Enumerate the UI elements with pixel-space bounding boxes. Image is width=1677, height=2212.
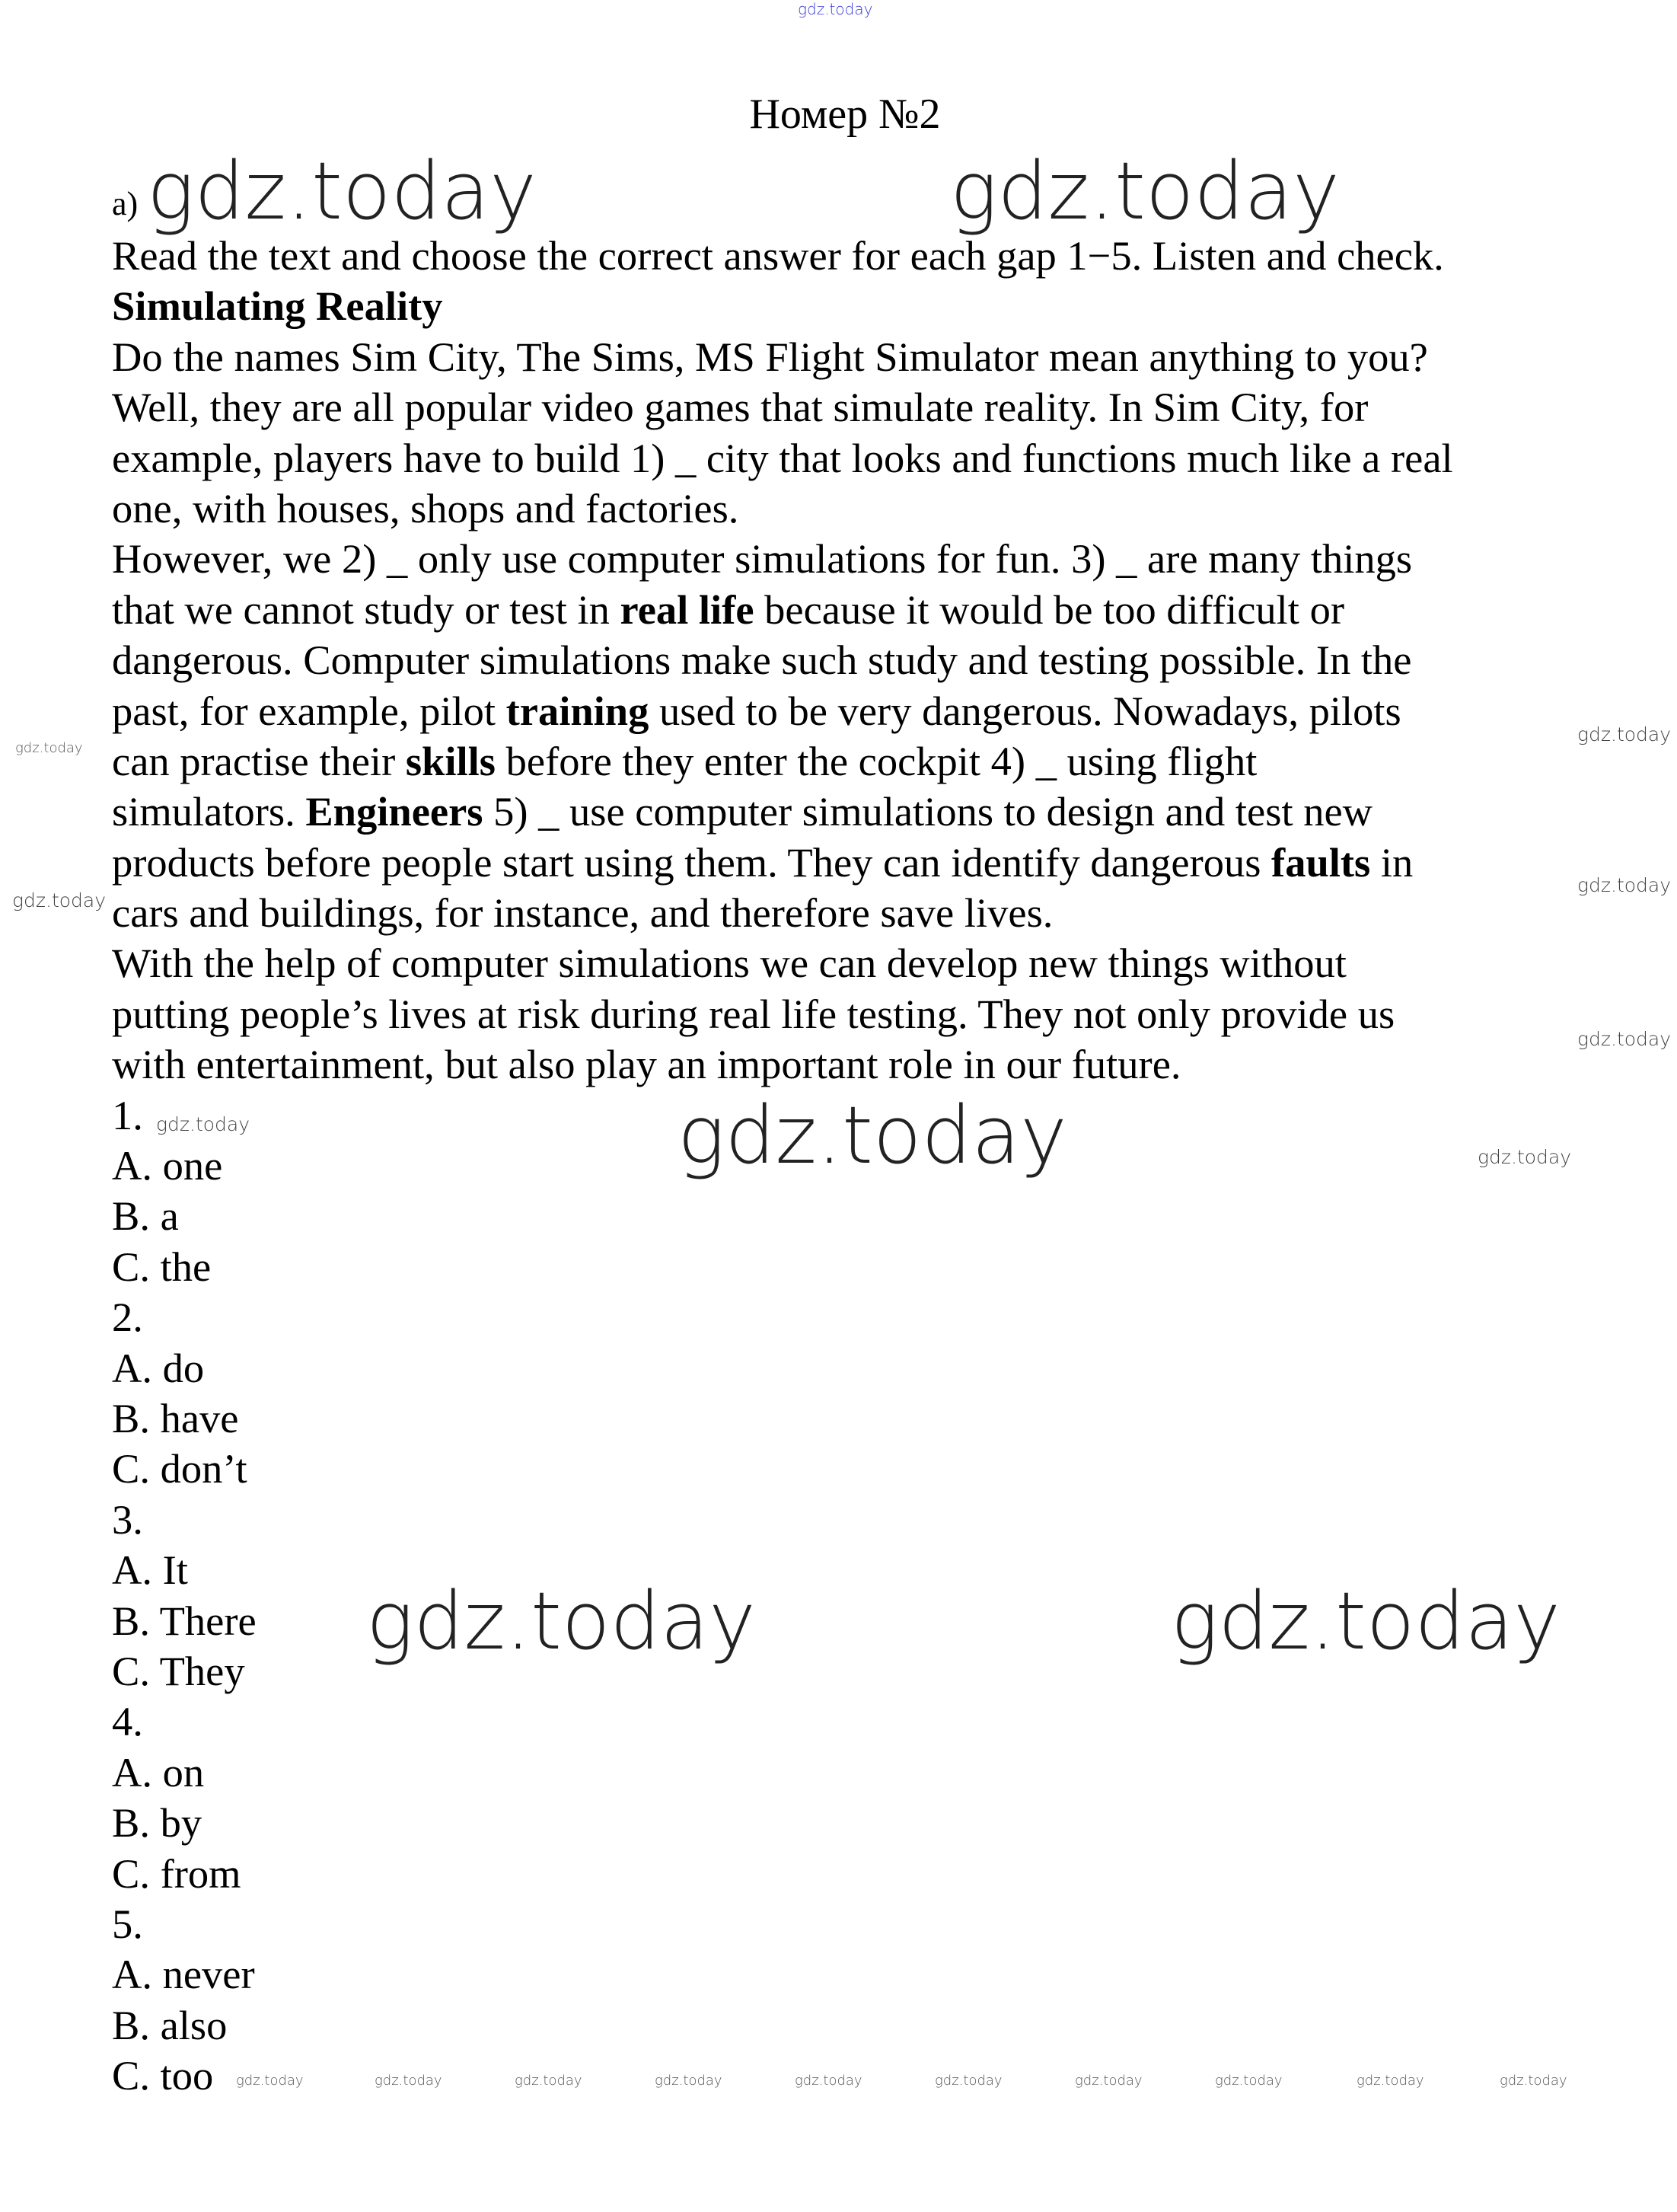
text-segment: A. do: [112, 1344, 205, 1391]
text-line: [112, 1949, 255, 2000]
text-line: [112, 1697, 143, 1747]
exercise-text: [112, 231, 1453, 2101]
watermark: gdz.today: [655, 2073, 722, 2089]
text-line: [112, 433, 1453, 484]
text-line: [112, 332, 1428, 382]
text-segment: Do the names Sim City, The Sims, MS Flight Simulator mean anything to you?: [112, 333, 1428, 380]
text-segment: used to be very dangerous. Nowadays, pilots: [649, 687, 1401, 734]
text-line: [112, 1646, 245, 1697]
text-line: [112, 1545, 188, 1595]
bold-term: skills: [405, 737, 496, 784]
text-line: [112, 2000, 227, 2051]
text-line: [112, 635, 1411, 685]
text-line: [112, 231, 1444, 281]
text-line: [112, 1141, 222, 1191]
watermark: gdz.today: [795, 2073, 862, 2089]
text-line: [112, 1798, 202, 1848]
text-segment: simulators.: [112, 788, 306, 835]
watermark: gdz.today: [1075, 2073, 1143, 2089]
watermark: gdz.today: [515, 2073, 582, 2089]
text-segment: B. a: [112, 1192, 179, 1240]
text-line: [112, 1393, 238, 1444]
watermark: gdz.today: [1577, 723, 1672, 745]
text-segment: A. on: [112, 1748, 205, 1795]
text-segment: A. one: [112, 1142, 223, 1189]
bold-term: Simulating Reality: [112, 282, 443, 330]
text-line: [112, 1090, 143, 1141]
text-segment: C. They: [112, 1647, 245, 1694]
page-title: Номер №2: [749, 91, 941, 138]
watermark: gdz.today: [950, 145, 1340, 238]
text-segment: one, with houses, shops and factories.: [112, 484, 739, 531]
text-segment: products before people start using them. They can identify dangerous: [112, 838, 1272, 886]
text-line: [112, 686, 1401, 736]
bold-term: faults: [1271, 838, 1371, 886]
text-segment: 5) _ use computer simulations to design and test new: [483, 788, 1373, 835]
text-line: [112, 534, 1412, 584]
watermark: gdz.today: [147, 145, 537, 238]
text-segment: 1.: [112, 1091, 143, 1138]
bold-term: Engineers: [305, 788, 483, 835]
text-segment: 2.: [112, 1294, 143, 1341]
watermark: gdz.today: [935, 2073, 1003, 2089]
watermark: gdz.today: [1500, 2073, 1567, 2089]
text-segment: C. from: [112, 1850, 241, 1897]
text-line: [112, 1444, 247, 1494]
text-line: [112, 1242, 211, 1292]
text-segment: However, we 2) _ only use computer simulations for fun. 3) _ are many things: [112, 535, 1413, 583]
watermark: gdz.today: [1357, 2073, 1424, 2089]
watermark: gdz.today: [1478, 1146, 1572, 1168]
text-line: [112, 736, 1257, 787]
text-segment: B. also: [112, 2001, 228, 2048]
text-line: [112, 888, 1053, 938]
text-segment: 3.: [112, 1495, 143, 1543]
text-line: [112, 938, 1347, 988]
text-segment: cars and buildings, for instance, and therefore save lives.: [112, 889, 1054, 937]
section-label: a): [112, 185, 139, 222]
text-segment: before they enter the cockpit 4) _ using flight: [496, 737, 1258, 784]
text-line: [112, 1191, 179, 1241]
text-line: [112, 838, 1413, 888]
text-segment: 5.: [112, 1900, 143, 1947]
text-segment: that we cannot study or test in: [112, 586, 620, 633]
text-segment: 4.: [112, 1698, 143, 1745]
text-segment: B. have: [112, 1394, 239, 1441]
watermark-top: gdz.today: [798, 0, 873, 18]
text-line: [112, 281, 443, 331]
text-segment: dangerous. Computer simulations make such study and testing possible. In the: [112, 637, 1412, 684]
watermark: gdz.today: [236, 2073, 304, 2089]
text-segment: With the help of computer simulations we can develop new things without: [112, 940, 1347, 987]
text-line: [112, 1495, 143, 1545]
text-line: [112, 989, 1395, 1039]
text-line: [112, 1343, 204, 1393]
watermark: gdz.today: [12, 889, 107, 911]
text-line: [112, 1596, 257, 1646]
bold-term: training: [505, 687, 649, 734]
watermark: gdz.today: [1577, 1028, 1672, 1050]
text-line: [112, 2051, 213, 2101]
text-segment: with entertainment, but also play an important role in our future.: [112, 1041, 1181, 1088]
text-segment: Well, they are all popular video games that simulate reality. In Sim City, for: [112, 384, 1369, 431]
text-segment: past, for example, pilot: [112, 687, 506, 734]
text-segment: putting people’s lives at risk during real life testing. They not only provide us: [112, 990, 1395, 1037]
text-segment: A. It: [112, 1546, 188, 1594]
text-segment: C. don’t: [112, 1445, 247, 1492]
watermark: gdz.today: [1577, 874, 1672, 896]
text-segment: A. never: [112, 1951, 255, 1998]
text-segment: B. by: [112, 1799, 202, 1847]
watermark: gdz.today: [375, 2073, 442, 2089]
text-segment: Read the text and choose the correct answer for each gap 1−5. Listen and check.: [112, 232, 1444, 279]
text-segment: example, players have to build 1) _ city that looks and functions much like a real: [112, 434, 1453, 481]
text-segment: C. the: [112, 1243, 212, 1290]
text-segment: because it would be too difficult or: [754, 586, 1344, 633]
text-line: [112, 1899, 143, 1949]
text-segment: in: [1370, 838, 1414, 886]
text-line: [112, 382, 1368, 433]
text-line: [112, 1849, 241, 1899]
text-segment: can practise their: [112, 737, 406, 784]
text-line: [112, 1748, 204, 1798]
text-line: [112, 1039, 1181, 1090]
text-line: [112, 787, 1373, 837]
bold-term: real life: [620, 586, 754, 633]
text-line: [112, 484, 738, 534]
watermark: gdz.today: [1215, 2073, 1283, 2089]
text-segment: C. too: [112, 2052, 214, 2099]
text-line: [112, 1292, 143, 1342]
watermark: gdz.today: [15, 740, 83, 756]
watermark: gdz.today: [366, 1575, 756, 1668]
watermark: gdz.today: [156, 1113, 250, 1135]
watermark: gdz.today: [1171, 1575, 1561, 1668]
text-line: [112, 585, 1344, 635]
watermark: gdz.today: [677, 1089, 1067, 1182]
text-segment: B. There: [112, 1597, 257, 1644]
